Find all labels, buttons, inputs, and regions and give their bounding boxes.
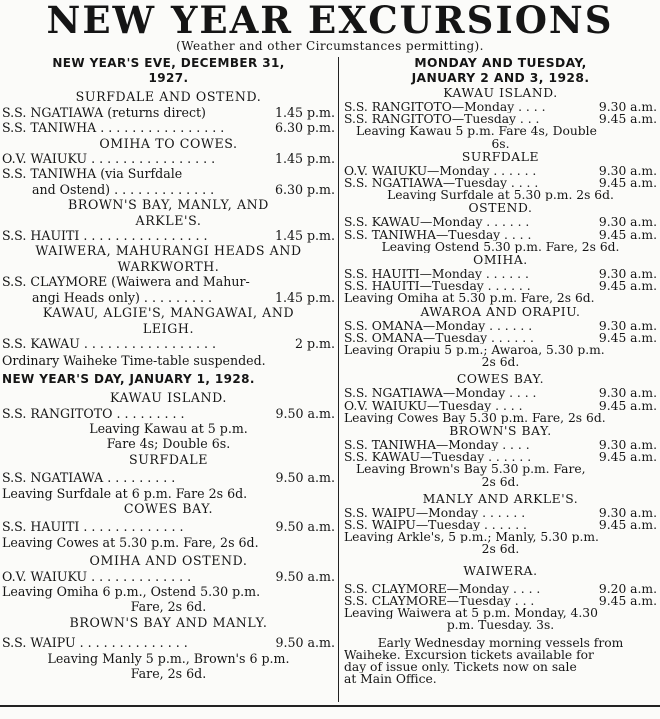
sailing-entry: S.S. CLAYMORE—Monday . . . . 9.20 a.m. (344, 582, 657, 595)
fare-note: 6s. (491, 137, 510, 150)
fare-note: Leaving Arkle's, 5 p.m.; Manly, 5.30 p.m. (344, 531, 599, 544)
route-heading: COWES BAY. (123, 500, 214, 516)
fare-note: Leaving Kawau at 5 p.m. (89, 420, 248, 436)
fare-note: Leaving Cowes at 5.30 p.m. Fare, 2s 6d. (2, 534, 259, 550)
sailing-entry: S.S. CLAYMORE—Tuesday . . . 9.45 a.m. (344, 594, 657, 608)
footer-note: at Main Office. (344, 673, 437, 686)
left-column (2, 56, 335, 681)
route-heading: SURFDALE (128, 451, 208, 467)
fare-note: Fare, 2s 6d. (130, 599, 207, 615)
sailing-entry: S.S. HAUITI—Tuesday . . . . . . 9.45 a.m. (344, 280, 657, 293)
fare-note: Leaving Ostend 5.30 p.m. Fare, 2s 6d. (381, 240, 620, 254)
fare-note: 2s 6d. (481, 543, 520, 556)
sailing-entry: S.S. TANIWHA—Tuesday . . . . 9.45 a.m. (344, 228, 657, 241)
route-heading: LEIGH. (142, 320, 195, 336)
fare-note: Leaving Surfdale at 5.30 p.m. 2s 6d. (387, 189, 614, 202)
notice-text: Ordinary Waiheke Time-table suspended. (2, 353, 266, 369)
sailing-entry: S.S. RANGITOTO . . . . . . . . . 9.50 a.m. (2, 405, 335, 421)
sailing-entry: S.S. TANIWHA—Monday . . . . 9.30 a.m. (344, 439, 657, 452)
fare-note: Leaving Waiwera at 5 p.m. Monday, 4.30 (344, 607, 598, 620)
sailing-entry: S.S. TANIWHA . . . . . . . . . . . . . . . . 6.30 p.m. (2, 120, 335, 136)
fare-note: 2s 6d. (481, 356, 520, 369)
sailing-entry: S.S. CLAYMORE (Waiwera and Mahur- (2, 274, 250, 290)
route-heading: KAWAU ISLAND. (109, 390, 228, 406)
route-heading: BROWN'S BAY. (449, 424, 552, 439)
route-heading: KAWAU, ALGIE'S, MANGAWAI, AND (42, 305, 295, 321)
sailing-entry: S.S. WAIPU—Monday . . . . . . 9.30 a.m. (344, 506, 657, 520)
footer-note: Early Wednesday morning vessels from (377, 636, 624, 649)
route-heading: AWAROA AND ORAPIU. (420, 304, 581, 319)
fare-note: Leaving Omiha at 5.30 p.m. Fare, 2s 6d. (344, 292, 595, 305)
sailing-entry: O.V. WAIUKU—Tuesday . . . . 9.45 a.m. (344, 399, 657, 412)
sailing-entry: S.S. NGATIAWA—Monday . . . . 9.30 a.m. (344, 387, 657, 400)
route-heading: BROWN'S BAY AND MANLY. (69, 614, 268, 630)
route-heading: ARKLE'S. (135, 212, 202, 228)
fare-note: Leaving Orapiu 5 p.m.; Awaroa, 5.30 p.m. (344, 344, 605, 357)
sailing-entry: angi Heads only) . . . . . . . . . 1.45 p.m. (32, 289, 335, 305)
sailing-entry: S.S. WAIPU . . . . . . . . . . . . . . 9.50 a.m. (2, 635, 335, 651)
route-heading: SURFDALE AND OSTEND. (75, 89, 262, 105)
route-heading: BROWN'S BAY, MANLY, AND (68, 197, 269, 213)
sailing-entry: S.S. HAUITI—Monday . . . . . . 9.30 a.m. (344, 268, 657, 281)
fare-note: Leaving Cowes Bay 5.30 p.m. Fare, 2s 6d. (344, 411, 606, 425)
sailing-entry: S.S. HAUITI . . . . . . . . . . . . . . . . 1.45 p.m. (2, 228, 335, 244)
page-title: NEW YEAR EXCURSIONS (46, 0, 614, 42)
route-heading: OMIHA AND OSTEND. (89, 553, 248, 569)
fare-note: Leaving Brown's Bay 5.30 p.m. Fare, (356, 463, 586, 476)
right-column (344, 56, 657, 685)
sailing-entry: S.S. KAWAU—Tuesday . . . . . . 9.45 a.m. (344, 451, 657, 464)
fare-note: p.m. Tuesday. 3s. (446, 619, 555, 632)
sailing-entry: S.S. NGATIAWA . . . . . . . . . 9.50 a.m. (2, 470, 335, 486)
sailing-entry: S.S. WAIPU—Tuesday . . . . . . 9.45 a.m. (344, 519, 657, 532)
fare-note: Leaving Manly 5 p.m., Brown's 6 p.m. (47, 650, 290, 666)
section-heading: NEW YEAR'S EVE, DECEMBER 31, (52, 56, 285, 70)
section-heading: JANUARY 2 AND 3, 1928. (411, 71, 590, 85)
fare-note: Fare 4s; Double 6s. (106, 436, 231, 452)
sailing-entry: S.S. RANGITOTO—Tuesday . . . 9.45 a.m. (344, 113, 657, 126)
fare-note: Leaving Surfdale at 6 p.m. Fare 2s 6d. (2, 485, 248, 501)
sailing-entry: S.S. HAUITI . . . . . . . . . . . . . 9.50 a.m. (2, 519, 335, 535)
route-heading: OMIHA TO COWES. (99, 135, 238, 151)
fare-note: Fare, 2s 6d. (130, 666, 207, 682)
sailing-entry: S.S. OMANA—Monday . . . . . . 9.30 a.m. (344, 319, 657, 332)
section-heading: NEW YEAR'S DAY, JANUARY 1, 1928. (2, 371, 255, 386)
sailing-entry: S.S. NGATIAWA (returns direct) 1.45 p.m. (2, 104, 335, 120)
route-heading: WAIWERA. (463, 563, 538, 578)
sailing-entry: O.V. WAIUKU—Monday . . . . . . 9.30 a.m. (344, 164, 657, 178)
sailing-entry: S.S. RANGITOTO—Monday . . . . 9.30 a.m. (344, 101, 657, 114)
footer-note: day of issue only. Tickets now on sale (344, 660, 577, 674)
route-heading: COWES BAY. (456, 372, 545, 387)
fare-note: 2s 6d. (481, 475, 520, 488)
route-heading: OMIHA. (473, 253, 528, 268)
sailing-entry: O.V. WAIUKU . . . . . . . . . . . . . . . . 1.45 p.m. (2, 151, 335, 167)
sailing-entry: S.S. KAWAU . . . . . . . . . . . . . . . . . 2 p.m. (2, 335, 335, 351)
route-heading: WARKWORTH. (117, 258, 220, 274)
sailing-entry: O.V. WAIUKU . . . . . . . . . . . . . 9.50 a.m. (2, 568, 335, 584)
route-heading: WAIWERA, MAHURANGI HEADS AND (35, 243, 302, 259)
footer-note: Waiheke. Excursion tickets available for (344, 648, 594, 661)
sailing-entry: S.S. TANIWHA (via Surfdale (2, 166, 183, 182)
fare-note: Leaving Kawau 5 p.m. Fare 4s, Double (356, 125, 597, 138)
subtitle: (Weather and other Circumstances permitting). (176, 39, 484, 53)
route-heading: SURFDALE (461, 149, 540, 164)
route-heading: MANLY AND ARKLE'S. (422, 491, 579, 506)
sailing-entry: and Ostend) . . . . . . . . . . . . . 6.30 p.m. (32, 181, 335, 197)
sailing-entry: S.S. KAWAU—Monday . . . . . . 9.30 a.m. (344, 216, 657, 229)
section-heading: MONDAY AND TUESDAY, (414, 56, 587, 70)
section-heading: 1927. (148, 71, 189, 86)
route-heading: KAWAU ISLAND. (443, 86, 558, 100)
column-divider (338, 57, 339, 702)
sailing-entry: S.S. NGATIAWA—Tuesday . . . . 9.45 a.m. (344, 177, 657, 190)
route-heading: OSTEND. (468, 201, 533, 216)
bottom-rule (0, 705, 660, 707)
fare-note: Leaving Omiha 6 p.m., Ostend 5.30 p.m. (2, 584, 261, 599)
sailing-entry: S.S. OMANA—Tuesday . . . . . . 9.45 a.m. (344, 331, 657, 345)
